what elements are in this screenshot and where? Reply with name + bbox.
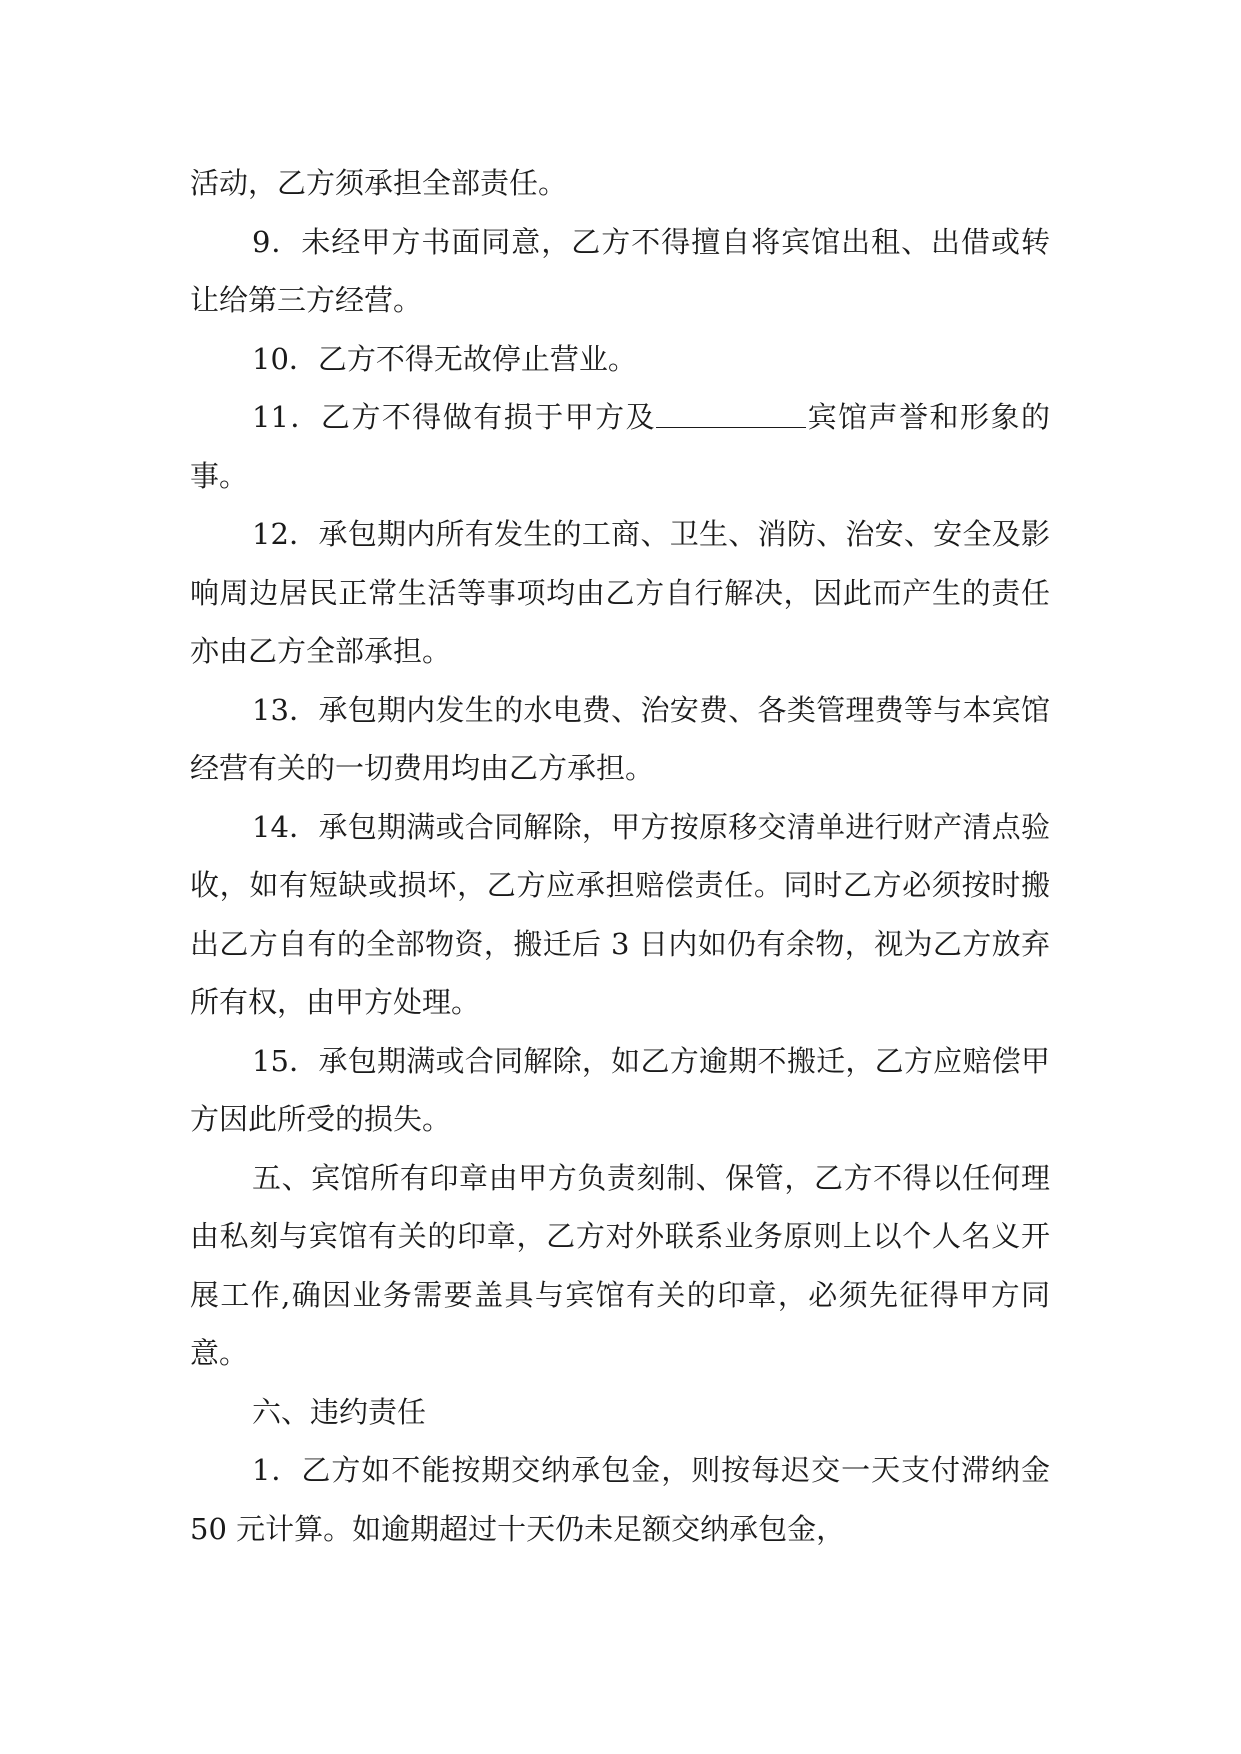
fill-in-blank-line: [656, 398, 806, 428]
paragraph-item-11-text-after: 宾馆声誉和形象的事。: [190, 400, 1050, 493]
paragraph-item-11: [190, 388, 1050, 505]
paragraph-item-10: 10．乙方不得无故停止营业。: [252, 341, 637, 376]
paragraph-item-14: 14．承包期满或合同解除，甲方按原移交清单进行财产清点验收，如有短缺或损坏，乙方应承担赔偿责任。同时乙方必须按时搬出乙方自有的全部物资，搬迁后 3 日内如仍有余物，视为乙方放弃所有权，由甲方处理。: [190, 809, 1050, 1019]
paragraph-item-12: 12．承包期内所有发生的工商、卫生、消防、治安、安全及影响周边居民正常生活等事项均由乙方自行解决，因此而产生的责任亦由乙方全部承担。: [190, 517, 1050, 668]
paragraph-item-11-text-before: 11．乙方不得做有损于甲方及: [252, 400, 657, 434]
paragraph-section-5: 五、宾馆所有印章由甲方负责刻制、保管，乙方不得以任何理由私刻与宾馆有关的印章，乙方对外联系业务原则上以个人名义开展工作,确因业务需要盖具与宾馆有关的印章，必须先征得甲方同意。: [190, 1160, 1050, 1370]
paragraph-continuation: 活动，乙方须承担全部责任。: [190, 166, 568, 200]
section-heading-6: 六、违约责任: [252, 1394, 427, 1429]
document-page: [190, 154, 1050, 1558]
paragraph-item-9: 9．未经甲方书面同意，乙方不得擅自将宾馆出租、出借或转让给第三方经营。: [190, 224, 1050, 317]
paragraph-item-15: 15．承包期满或合同解除，如乙方逾期不搬迁，乙方应赔偿甲方因此所受的损失。: [190, 1043, 1050, 1136]
paragraph-breach-item-1: 1．乙方如不能按期交纳承包金，则按每迟交一天支付滞纳金 50 元计算。如逾期超过十天仍未足额交纳承包金，: [190, 1453, 1050, 1546]
paragraph-item-13: 13．承包期内发生的水电费、治安费、各类管理费等与本宾馆经营有关的一切费用均由乙方承担。: [190, 692, 1050, 785]
